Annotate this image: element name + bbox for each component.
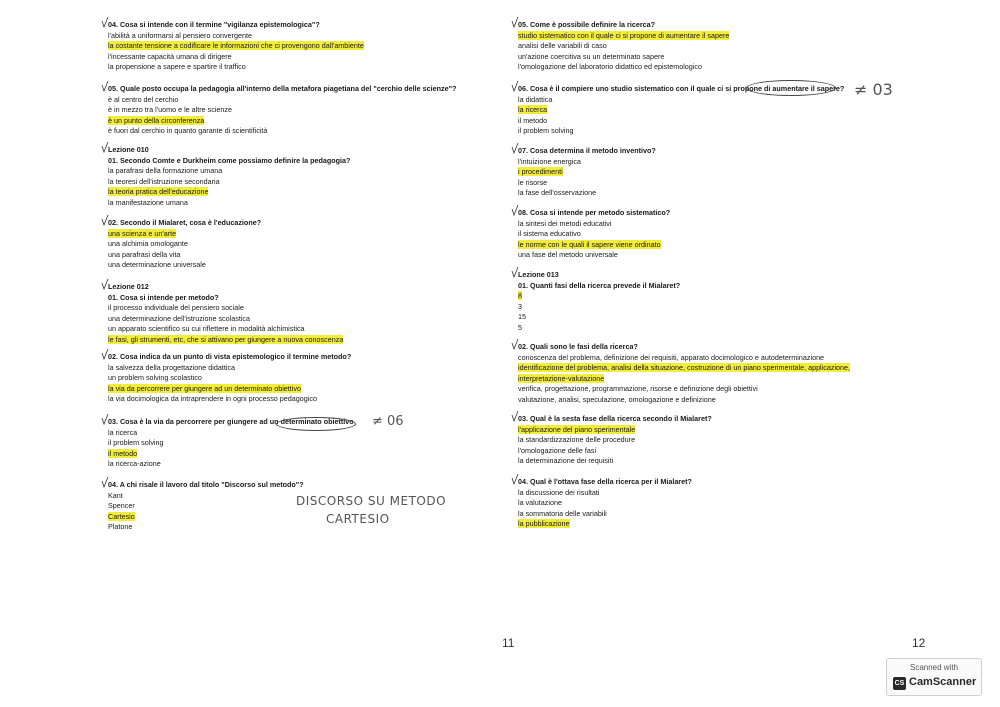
question-block — [518, 208, 898, 261]
answer-text: la manifestazione umana — [108, 197, 188, 207]
answer-option — [518, 456, 898, 467]
answer-text: le risorse — [518, 177, 548, 187]
answer-text: il problem solving — [518, 126, 574, 135]
answer-option — [518, 498, 898, 509]
answer-option — [108, 363, 488, 374]
answer-option — [108, 105, 488, 116]
question-title: 07. Cosa determina il metodo inventivo? — [518, 146, 656, 155]
question-title: 04. A chi risale il lavoro dal titolo "Discorso sul metodo"? — [108, 480, 304, 489]
answer-option — [518, 126, 898, 137]
highlighted-answer: interpretazione-valutazione — [518, 373, 605, 383]
answer-option — [518, 229, 898, 240]
answer-option — [108, 52, 488, 63]
answer-option — [108, 522, 488, 533]
question-block — [108, 20, 488, 73]
answer-text: un problem solving scolastico — [108, 373, 202, 382]
highlighted-answer: 8 — [518, 291, 522, 300]
question-block — [518, 20, 898, 73]
answer-text: la teoresi dell'istruzione secondaria — [108, 176, 220, 186]
question-title: 05. Quale posto occupa la pedagogia all'interno della metafora piagetiana del "cerchio delle scienze"? — [108, 84, 457, 93]
highlighted-answer: la pubblicazione — [518, 519, 570, 528]
answer-option — [518, 363, 898, 374]
answer-text: il processo individuale del pensiero sociale — [108, 303, 244, 312]
answer-option — [518, 353, 898, 364]
pen-check-icon — [511, 205, 519, 217]
pen-oval-obiettivo — [276, 417, 356, 431]
answer-option — [108, 303, 488, 314]
question-block — [518, 414, 898, 467]
highlighted-answer: identificazione del problema, analisi della situazione, costruzione di un piano sperimentale, applicazione, — [518, 363, 851, 372]
answer-text: la ricerca-azione — [108, 459, 161, 468]
question-block — [108, 218, 488, 271]
answer-option — [518, 519, 898, 530]
pen-check-icon — [511, 267, 519, 279]
answer-option — [518, 425, 898, 436]
answer-option — [518, 435, 898, 446]
answer-option — [518, 105, 898, 116]
answer-option — [518, 219, 898, 230]
answer-option — [518, 157, 898, 168]
answer-text: una determinazione universale — [108, 260, 206, 269]
answer-text: l'omologazione del laboratorio didattico ed epistemologico — [518, 62, 702, 71]
pen-check-icon — [101, 215, 109, 227]
answer-option — [518, 302, 898, 313]
pen-check-icon — [511, 411, 519, 423]
question-block — [518, 342, 898, 405]
question-title: 03. Cosa è la via da percorrere per giungere ad un determinato obiettivo — [108, 417, 354, 426]
pen-check-icon — [101, 142, 109, 154]
question-title: 02. Cosa indica da un punto di vista epistemologico il termine metodo? — [108, 352, 352, 361]
answer-text: è al centro del cerchio — [108, 94, 179, 104]
pen-check-icon — [101, 279, 109, 291]
answer-option — [108, 260, 488, 271]
highlighted-answer: l'applicazione del piano sperimentale — [518, 424, 636, 434]
answer-text: una alchimia omologante — [108, 239, 188, 248]
answer-option — [108, 187, 488, 198]
answer-option — [108, 373, 488, 384]
question-block — [518, 146, 898, 199]
answer-option — [108, 394, 488, 405]
question-title: 06. Cosa è il compiere uno studio sistematico con il quale ci si propone di aumentare il sapere? — [518, 84, 845, 93]
pen-check-icon — [511, 339, 519, 351]
answer-text: il problem solving — [108, 438, 164, 447]
answer-text: 5 — [518, 322, 522, 332]
answer-text: una determinazione dell'istruzione scolastica — [108, 313, 251, 323]
question-block — [518, 477, 898, 530]
answer-option — [518, 167, 898, 178]
answer-option — [108, 229, 488, 240]
highlighted-answer: la teoria pratica dell'educazione — [108, 187, 209, 196]
question-title: 02. Secondo il Mialaret, cosa è l'educazione? — [108, 218, 262, 227]
answer-option — [518, 95, 898, 106]
question-block — [108, 352, 488, 405]
answer-option — [108, 31, 488, 42]
answer-option — [108, 166, 488, 177]
answer-text: la didattica — [518, 94, 553, 104]
answer-option — [108, 95, 488, 106]
answer-text: una fase del metodo universale — [518, 250, 618, 259]
answer-option — [518, 41, 898, 52]
answer-text: valutazione, analisi, speculazione, omologazione e definizione — [518, 394, 716, 404]
answer-option — [518, 250, 898, 261]
handwritten-discorso: DISCORSO SU METODO — [296, 494, 447, 508]
answer-option — [518, 240, 898, 251]
answer-option — [518, 384, 898, 395]
answer-option — [108, 116, 488, 127]
question-block — [108, 282, 488, 345]
answer-option — [518, 374, 898, 385]
camscanner-badge — [886, 658, 982, 696]
answer-option — [108, 512, 488, 523]
answer-text: la salvezza della progettazione didattica — [108, 362, 236, 372]
pen-check-icon — [101, 81, 109, 93]
highlighted-answer: la via da percorrere per giungere ad un determinato obiettivo — [108, 383, 301, 393]
answer-text: la determinazione dei requisiti — [518, 456, 614, 465]
answer-text: Platone — [108, 522, 133, 531]
pen-check-icon — [101, 349, 109, 361]
answer-option — [108, 335, 488, 346]
answer-option — [518, 188, 898, 199]
highlighted-answer: i procedimenti — [518, 167, 563, 176]
answer-option — [108, 438, 488, 449]
answer-text: la ricerca — [108, 427, 138, 437]
highlighted-answer: il metodo — [108, 448, 138, 458]
answer-option — [108, 250, 488, 261]
question-title: 05. Come è possibile definire la ricerca? — [518, 20, 656, 29]
answer-option — [108, 177, 488, 188]
pen-oval-aumentare — [746, 80, 836, 96]
answer-text: analisi delle variabili di caso — [518, 41, 607, 50]
answer-option — [108, 314, 488, 325]
highlighted-answer: le norme con le quali il sapere viene ordinato — [518, 239, 661, 249]
answer-text: conoscenza del problema, definizione dei requisiti, apparato docimologico e autodeterminazione — [518, 352, 825, 362]
handwritten-cartesio: CARTESIO — [326, 512, 390, 526]
answer-text: 3 — [518, 301, 522, 311]
highlighted-answer: studio sistematico con il quale ci si propone di aumentare il sapere — [518, 30, 730, 40]
answer-text: un'azione coercitiva su un determinato sapere — [518, 51, 665, 61]
answer-text: la valutazione — [518, 498, 562, 507]
answer-text: verifica, progettazione, programmazione, risorse e definizione degli obiettivi — [518, 384, 758, 393]
answer-option — [518, 312, 898, 323]
answer-text: l'omologazione delle fasi — [518, 445, 597, 455]
question-block — [108, 84, 488, 137]
answer-text: è fuori dal cerchio in quanto garante di scientificità — [108, 126, 268, 135]
answer-text: la discussione dei risultati — [518, 487, 600, 497]
answer-text: la propensione a sapere e spartire il traffico — [108, 62, 246, 71]
question-title: 01. Secondo Comte e Durkheim come possiamo definire la pedagogia? — [108, 155, 351, 165]
page-number-right: 12 — [912, 636, 926, 650]
answer-option — [108, 41, 488, 52]
highlighted-answer: Cartesio — [108, 511, 135, 521]
highlighted-answer: la ricerca — [518, 105, 548, 114]
highlighted-answer: le fasi, gli strumenti, etc, che si attivano per giungere a nuova conoscenza — [108, 334, 344, 344]
answer-text: la sommatoria delle variabili — [518, 508, 607, 518]
answer-text: è in mezzo tra l'uomo e le altre scienze — [108, 105, 233, 114]
question-title: 03. Qual è la sesta fase della ricerca secondo il Mialaret? — [518, 414, 712, 423]
handwritten-note-03: ≠ 03 — [854, 80, 893, 99]
answer-text: Kant — [108, 490, 123, 500]
handwritten-note-06: ≠ 06 — [372, 414, 404, 429]
answer-option — [108, 198, 488, 209]
question-block — [518, 84, 898, 137]
answer-text: il metodo — [518, 115, 548, 125]
camscanner-name: CamScanner — [909, 676, 977, 688]
answer-text: la fase dell'osservazione — [518, 188, 597, 197]
answer-option — [518, 509, 898, 520]
lesson-heading: Lezione 013 — [518, 270, 559, 279]
question-title: 01. Quanti fasi della ricerca prevede il Mialaret? — [518, 280, 681, 290]
answer-text: una parafrasi della vita — [108, 249, 181, 259]
answer-text: la via docimologica da intraprendere in ogni processo pedagogico — [108, 394, 317, 403]
answer-option — [518, 116, 898, 127]
pen-check-icon — [511, 17, 519, 29]
answer-option — [518, 291, 898, 302]
question-title: 02. Quali sono le fasi della ricerca? — [518, 342, 638, 351]
answer-text: la parafrasi della formazione umana — [108, 166, 223, 175]
answer-option — [108, 126, 488, 137]
question-title: 01. Cosa si intende per metodo? — [108, 292, 219, 302]
page-number-left: 11 — [502, 636, 515, 650]
camscanner-caption: Scanned with — [909, 663, 959, 672]
answer-text: 15 — [518, 312, 526, 321]
answer-option — [518, 31, 898, 42]
pen-check-icon — [511, 81, 519, 93]
camscanner-logo-icon: CS — [893, 677, 906, 690]
question-block — [108, 145, 488, 208]
answer-option — [108, 449, 488, 460]
lesson-heading: Lezione 012 — [108, 282, 149, 291]
pen-check-icon — [101, 17, 109, 29]
question-title: 08. Cosa si intende per metodo sistematico? — [518, 208, 671, 217]
question-block — [518, 270, 898, 333]
highlighted-answer: una scienza e un'arte — [108, 228, 177, 238]
pen-check-icon — [511, 474, 519, 486]
pen-check-icon — [511, 143, 519, 155]
answer-option — [518, 178, 898, 189]
answer-option — [518, 52, 898, 63]
answer-option — [108, 384, 488, 395]
lesson-heading: Lezione 010 — [108, 145, 149, 154]
highlighted-answer: la costante tensione a codificare le informazioni che ci provengono dall'ambiente — [108, 41, 364, 50]
answer-text: Spencer — [108, 501, 135, 510]
answer-text: l'intuizione energica — [518, 156, 581, 166]
answer-text: l'incessante capacità umana di dirigere — [108, 51, 232, 61]
answer-option — [518, 323, 898, 334]
question-title: 04. Cosa si intende con il termine "vigilanza epistemologica"? — [108, 20, 320, 29]
answer-option — [108, 459, 488, 470]
answer-text: la standardizzazione delle procedure — [518, 435, 636, 444]
answer-text: la sintesi dei metodi educativi — [518, 218, 612, 228]
answer-option — [108, 62, 488, 73]
answer-text: un apparato scientifico su cui riflettere in modalità alchimistica — [108, 324, 305, 333]
answer-option — [518, 446, 898, 457]
pen-check-icon — [101, 414, 109, 426]
answer-text: l'abilità a uniformarsi al pensiero convergente — [108, 30, 253, 40]
answer-option — [108, 324, 488, 335]
answer-option — [108, 239, 488, 250]
answer-option — [518, 395, 898, 406]
answer-option — [518, 62, 898, 73]
pen-check-icon — [101, 477, 109, 489]
highlighted-answer: è un punto della circonferenza — [108, 115, 205, 125]
answer-option — [518, 488, 898, 499]
question-title: 04. Qual è l'ottava fase della ricerca per il Mialaret? — [518, 477, 692, 486]
answer-text: il sistema educativo — [518, 229, 581, 238]
